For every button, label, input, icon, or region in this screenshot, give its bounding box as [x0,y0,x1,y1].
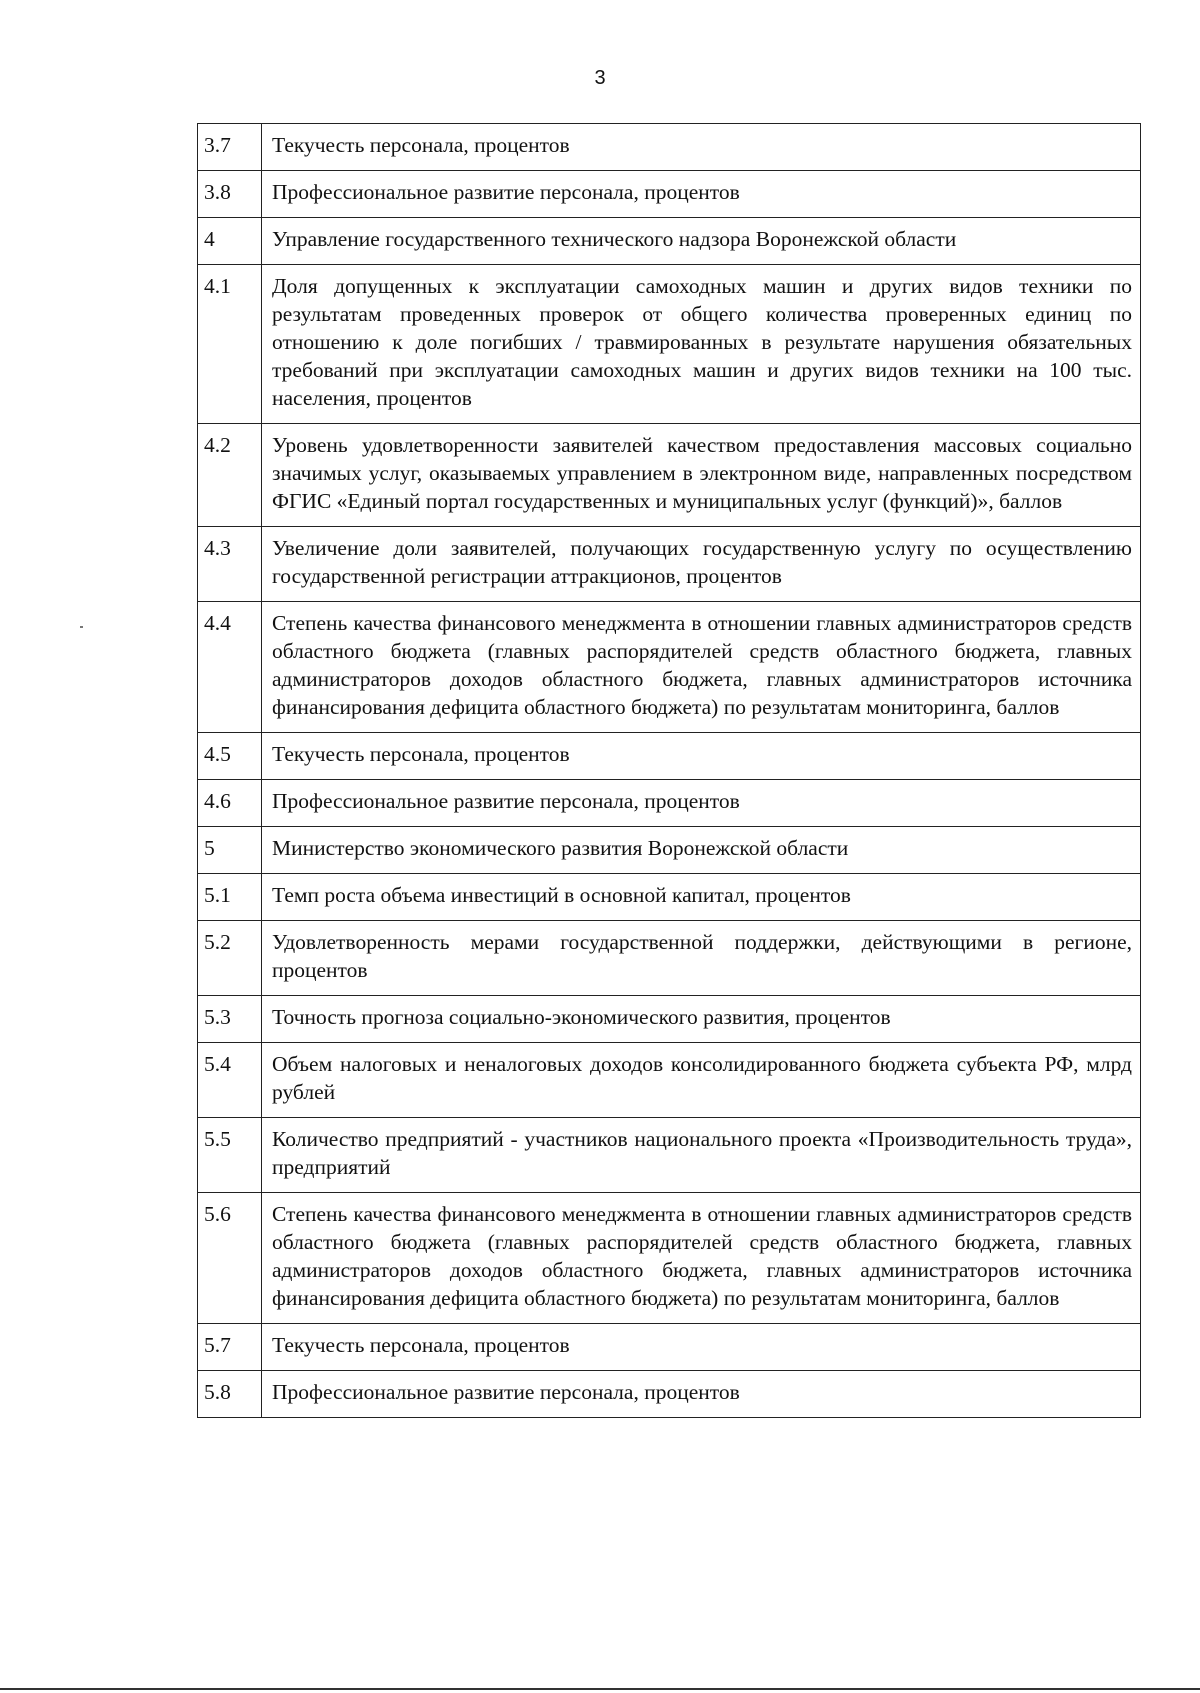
row-number: 3.8 [198,171,262,218]
table-row [198,1193,1141,1324]
row-number: 3.7 [198,124,262,171]
row-number: 5 [198,827,262,874]
table-row [198,424,1141,527]
row-number: 5.6 [198,1193,262,1324]
row-number: 4.6 [198,780,262,827]
page-bottom-rule [0,1688,1200,1690]
table-row [198,996,1141,1043]
indicator-text: Точность прогноза социально-экономического развития, процентов [262,996,1141,1043]
indicator-text: Темп роста объема инвестиций в основной капитал, процентов [262,874,1141,921]
row-number: 4.5 [198,733,262,780]
indicator-text: Министерство экономического развития Воронежской области [262,827,1141,874]
indicator-text: Уровень удовлетворенности заявителей качеством предоставления массовых социально значимых услуг, оказываемых управлением в электронном виде, направленных посредством ФГИС «Единый портал государственных и муниципальных услуг (функций)», баллов [262,424,1141,527]
indicator-text: Текучесть персонала, процентов [262,1324,1141,1371]
table-row [198,124,1141,171]
indicator-text: Увеличение доли заявителей, получающих государственную услугу по осуществлению государственной регистрации аттракционов, процентов [262,527,1141,602]
table-row [198,1324,1141,1371]
table-row [198,602,1141,733]
indicator-text: Степень качества финансового менеджмента в отношении главных администраторов средств областного бюджета (главных распорядителей средств областного бюджета, главных администраторов доходов областного бюджета, главных администраторов источника финансирования дефицита областного бюджета) по результатам мониторинга, баллов [262,602,1141,733]
row-number: 4.4 [198,602,262,733]
row-number: 5.4 [198,1043,262,1118]
table-row [198,1118,1141,1193]
table-row [198,1043,1141,1118]
row-number: 4.3 [198,527,262,602]
page-number: 3 [594,67,606,89]
table-row [198,171,1141,218]
table-row [198,265,1141,424]
table-row [198,780,1141,827]
indicator-text: Количество предприятий - участников национального проекта «Производительность труда», предприятий [262,1118,1141,1193]
scan-mark [80,626,83,628]
table-row [198,527,1141,602]
row-number: 5.7 [198,1324,262,1371]
row-number: 5.1 [198,874,262,921]
indicator-text: Текучесть персонала, процентов [262,124,1141,171]
indicator-text: Управление государственного технического надзора Воронежской области [262,218,1141,265]
row-number: 5.8 [198,1371,262,1418]
indicators-table-body [198,124,1141,1418]
table-row [198,218,1141,265]
row-number: 5.3 [198,996,262,1043]
indicator-text: Профессиональное развитие персонала, процентов [262,171,1141,218]
row-number: 4.1 [198,265,262,424]
table-row [198,1371,1141,1418]
table-row [198,921,1141,996]
row-number: 4.2 [198,424,262,527]
indicator-text: Профессиональное развитие персонала, процентов [262,780,1141,827]
row-number: 5.5 [198,1118,262,1193]
indicator-text: Доля допущенных к эксплуатации самоходных машин и других видов техники по результатам проведенных проверок от общего количества проверенных единиц по отношению к доле погибших / травмированных в результате нарушения обязательных требований при эксплуатации самоходных машин и других видов техники на 100 тыс. населения, процентов [262,265,1141,424]
indicator-text: Текучесть персонала, процентов [262,733,1141,780]
row-number: 5.2 [198,921,262,996]
table-row [198,874,1141,921]
indicator-text: Степень качества финансового менеджмента в отношении главных администраторов средств областного бюджета (главных распорядителей средств областного бюджета, главных администраторов доходов областного бюджета, главных администраторов источника финансирования дефицита областного бюджета) по результатам мониторинга, баллов [262,1193,1141,1324]
table-row [198,733,1141,780]
indicators-table [197,123,1141,1418]
row-number: 4 [198,218,262,265]
indicator-text: Профессиональное развитие персонала, процентов [262,1371,1141,1418]
indicator-text: Удовлетворенность мерами государственной поддержки, действующими в регионе, процентов [262,921,1141,996]
table-row [198,827,1141,874]
indicator-text: Объем налоговых и неналоговых доходов консолидированного бюджета субъекта РФ, млрд рублей [262,1043,1141,1118]
